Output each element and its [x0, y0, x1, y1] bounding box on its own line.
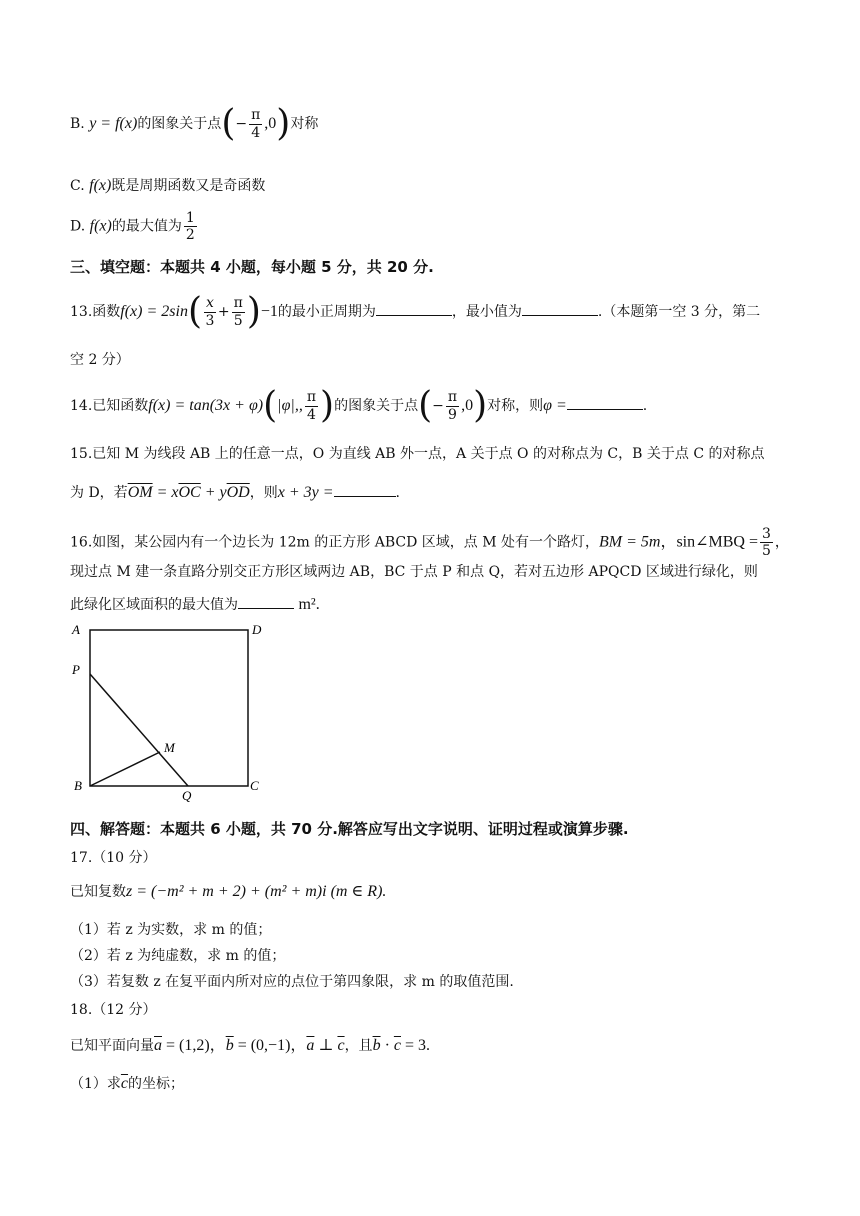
- segment-pq: [90, 674, 188, 786]
- q15-end: .: [395, 485, 400, 501]
- option-d-text: 的最大值为: [111, 218, 182, 235]
- option-b-func: y = f(x): [89, 115, 138, 132]
- label-a: A: [72, 622, 80, 637]
- square-abcd: [90, 630, 248, 786]
- q13-text3: .（本题第一空 3 分，第二: [597, 304, 761, 320]
- q18-stem: [70, 1036, 430, 1055]
- question-14: 14.已知函数f(x) = tan(3x + φ)(|φ|,, $\frac{\pi}{4}$ )的图象关于点(− $\frac{\pi}{9}$ ,0)对称，则φ = .: [70, 385, 648, 426]
- q18-dot-symbol: ·: [380, 1037, 394, 1054]
- q13-plus: +: [217, 304, 230, 320]
- q18-dot-b: $\overline{b}$: [372, 1037, 381, 1054]
- q16-answer-blank[interactable]: [238, 594, 294, 609]
- option-d-prefix: D.: [70, 218, 90, 235]
- q16-line-3: [70, 594, 320, 614]
- q15-line-2: [70, 482, 400, 502]
- q18-part1-vector: $\overline{c}$: [120, 1075, 129, 1092]
- q16-line3-head: 此绿化区域面积的最大值为: [70, 597, 238, 613]
- q15-eq: = x: [152, 484, 179, 501]
- q15-line2-mid: ，则: [249, 485, 278, 501]
- option-b-point-tail: ,0: [264, 115, 277, 132]
- q14-point-tail: ,0: [461, 397, 474, 414]
- q13-answer-blank-2[interactable]: [522, 301, 598, 316]
- q18-dot-c: $\overline{c}$: [393, 1037, 401, 1054]
- q15-vector-od: $\overline{OD}$: [226, 484, 250, 501]
- q18-part1-head: （1）求: [70, 1076, 121, 1092]
- q16-unit: m².: [298, 596, 320, 613]
- q13-text1: 的最小正周期为: [277, 304, 376, 320]
- q17-stem: [70, 882, 386, 901]
- q18-b-value: = (0,−1)，: [233, 1037, 307, 1054]
- q18-part-1: [70, 1074, 184, 1093]
- q18-perp-c: $\overline{c}$: [337, 1037, 345, 1054]
- q13-answer-blank-1[interactable]: [376, 301, 452, 316]
- option-b-text1: 的图象关于点: [137, 116, 222, 132]
- q15-answer-blank[interactable]: [334, 482, 396, 497]
- q16-line1-end: ，: [774, 534, 789, 551]
- option-b-text2: 对称: [290, 116, 319, 132]
- label-d: D: [252, 622, 262, 637]
- q18-dot-value: = 3.: [401, 1037, 431, 1054]
- question-13: 13.函数f(x) = 2sin( $\frac{x}{3}$ + $\frac{\pi}{5}$ )−1的最小正周期为 ，最小值为 .（本题第一空 3 分，第二: [70, 291, 761, 332]
- section4-heading: 四、解答题：本题共 6 小题，共 70 分.解答应写出文字说明、证明过程或演算步骤.: [70, 820, 629, 838]
- q14-point-fraction: $\frac{\pi}{9}$: [447, 389, 458, 423]
- q17-part-2: （2）若 z 为纯虚数，求 m 的值；: [70, 948, 286, 964]
- section3-heading: 三、填空题：本题共 4 小题，每小题 5 分，共 20 分.: [70, 258, 434, 276]
- q14-text2: 对称，则: [487, 398, 544, 414]
- option-d: [70, 210, 199, 243]
- q18-perp-a: $\overline{a}$: [306, 1037, 315, 1054]
- q15-line2-head: 为 D，若: [70, 485, 128, 501]
- q16-line-2: 现过点 M 建一条直路分别交正方形区域两边 AB，BC 于点 P 和点 Q，若对五边形 APQCD 区域进行绿化，则: [70, 564, 758, 580]
- label-c: C: [250, 778, 259, 793]
- q14-text1: 的图象关于点: [334, 398, 419, 414]
- option-d-fraction: $\frac{1}{2}$: [185, 210, 195, 244]
- option-b: B. y = f(x)的图象关于点(− $\frac{\pi}{4}$ ,0)对称: [70, 103, 319, 144]
- q14-expr: f(x) = tan(3x + φ): [148, 397, 264, 414]
- option-d-func: f(x): [89, 217, 112, 235]
- q14-cond-fraction: $\frac{\pi}{4}$: [306, 389, 317, 423]
- q13-expr-tail: −1: [260, 303, 278, 320]
- q14-label: 14.已知函数: [70, 398, 149, 414]
- q13-fraction-1: $\frac{x}{3}$: [205, 295, 215, 329]
- q18-a-value: = (1,2)，: [162, 1037, 226, 1054]
- q16-line-1: [70, 526, 789, 559]
- q18-part1-tail: 的坐标；: [128, 1076, 185, 1092]
- q13-fraction-2: $\frac{\pi}{5}$: [233, 295, 243, 329]
- option-b-prefix: B.: [70, 116, 90, 132]
- q16-sin: ，sin∠MBQ =: [660, 533, 758, 551]
- q18-vector-a: $\overline{a}$: [154, 1037, 162, 1054]
- option-c-text: 既是周期函数又是奇函数: [111, 178, 266, 194]
- q17-stem-expr: z = (−m² + m + 2) + (m² + m)i (m ∈ R).: [126, 883, 387, 900]
- q17-part-1: （1）若 z 为实数，求 m 的值；: [70, 922, 272, 938]
- label-m: M: [164, 740, 175, 755]
- q14-sign: −: [432, 398, 444, 414]
- q15-line-1: 15.已知 M 为线段 AB 上的任意一点，O 为直线 AB 外一点，A 关于点 O 的对称点为 C，B 关于点 C 的对称点: [70, 446, 765, 462]
- q14-end: .: [642, 398, 648, 414]
- q16-sin-fraction: $\frac{3}{5}$: [762, 526, 771, 560]
- q13-text2: ，最小值为: [451, 304, 522, 320]
- label-p: P: [72, 662, 80, 677]
- q18-vector-b: $\overline{b}$: [225, 1037, 234, 1054]
- option-b-sign: −: [235, 116, 248, 132]
- q13-label: 13.函数: [70, 304, 121, 320]
- q18-header: 18.（12 分）: [70, 1002, 157, 1018]
- q17-part-3: （3）若复数 z 在复平面内所对应的点位于第四象限，求 m 的取值范围.: [70, 974, 514, 990]
- option-b-fraction: $\frac{\pi}{4}$: [251, 107, 261, 141]
- square-figure: [68, 618, 268, 802]
- q18-and: ，且: [344, 1038, 373, 1054]
- segment-bm: [90, 752, 160, 786]
- q13-continuation: 空 2 分）: [70, 352, 130, 368]
- q16-bm: BM = 5m: [598, 533, 661, 551]
- q14-condition: |φ|,,: [277, 397, 303, 414]
- q18-stem-head: 已知平面向量: [70, 1038, 154, 1054]
- q16-line1-head: 16.如图，某公园内有一个边长为 12m 的正方形 ABCD 区域，点 M 处有一个路灯，: [70, 534, 599, 551]
- q15-vector-om: $\overline{OM}$: [127, 484, 153, 501]
- q17-header: 17.（10 分）: [70, 850, 157, 866]
- q13-expr-head: f(x) = 2sin: [120, 303, 188, 320]
- option-c-prefix: C.: [70, 178, 90, 194]
- q15-ask: x + 3y =: [277, 484, 334, 501]
- q15-plus-y: + y: [200, 484, 227, 501]
- label-b: B: [74, 778, 82, 793]
- q14-phi: φ =: [543, 397, 567, 414]
- q15-vector-oc: $\overline{OC}$: [178, 484, 201, 501]
- q17-stem-head: 已知复数: [70, 884, 126, 900]
- option-c-func: f(x): [89, 177, 112, 194]
- option-c: [70, 176, 265, 195]
- q18-perp-symbol: ⊥: [314, 1037, 338, 1054]
- label-q: Q: [182, 788, 192, 802]
- q14-answer-blank[interactable]: [567, 395, 643, 410]
